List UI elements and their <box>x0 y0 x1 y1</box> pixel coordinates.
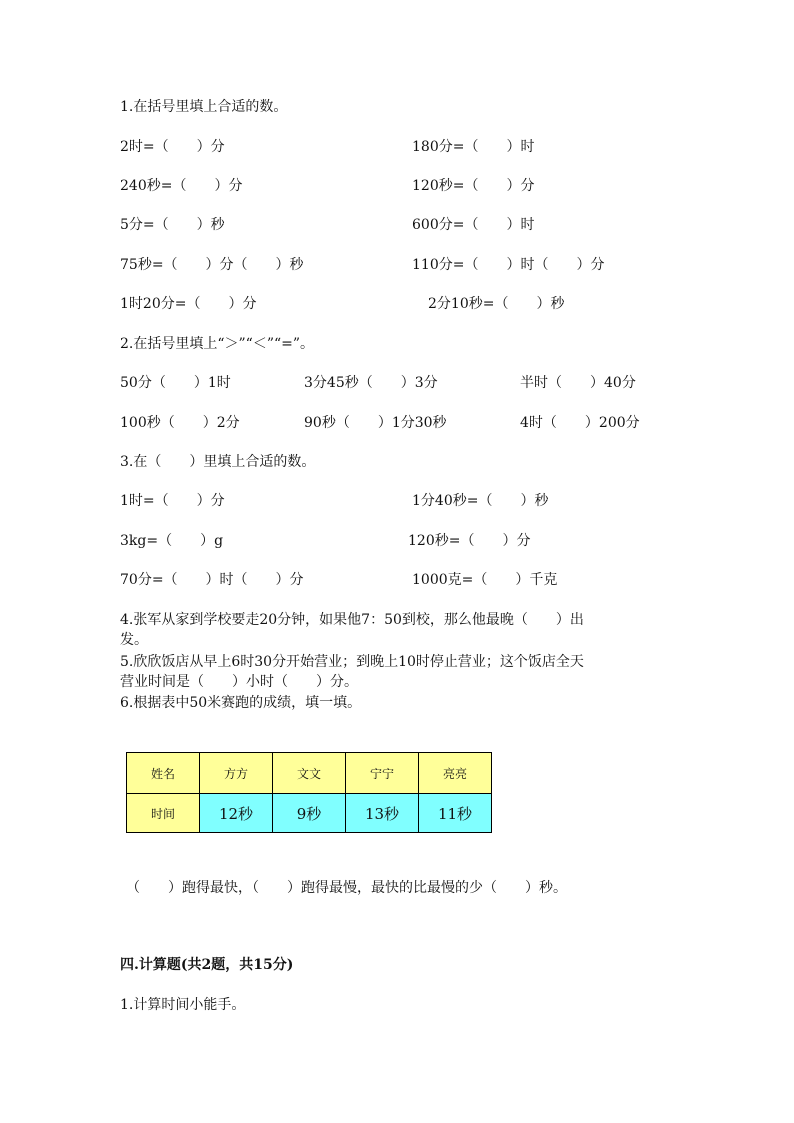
q2-item: 100秒（ ）2分 <box>120 415 240 431</box>
q1-title: 1.在括号里填上合适的数。 <box>120 99 288 115</box>
race-result-table <box>126 752 492 833</box>
q1-item: 2时=（ ）分 <box>120 139 225 155</box>
q6-answer: （ ）跑得最快，（ ）跑得最慢，最快的比最慢的少（ ）秒。 <box>126 880 567 896</box>
q1-item: 2分10秒=（ ）秒 <box>428 296 565 312</box>
table-row-label: 时间 <box>127 794 200 833</box>
q1-item: 240秒=（ ）分 <box>120 178 243 194</box>
q3-item: 120秒=（ ）分 <box>408 533 531 549</box>
table-row <box>127 794 492 833</box>
q5-line2: 营业时间是（ ）小时（ ）分。 <box>120 674 358 690</box>
q1-item: 75秒=（ ）分（ ）秒 <box>120 257 304 273</box>
q1-item: 110分=（ ）时（ ）分 <box>412 257 605 273</box>
q2-item: 4时（ ）200分 <box>520 415 640 431</box>
q1-item: 600分=（ ）时 <box>412 217 535 233</box>
q3-title: 3.在（ ）里填上合适的数。 <box>120 454 316 470</box>
q1-item: 5分=（ ）秒 <box>120 217 225 233</box>
table-cell: 11秒 <box>419 794 492 833</box>
q3-item: 1分40秒=（ ）秒 <box>412 493 549 509</box>
q2-item: 50分（ ）1时 <box>120 375 231 391</box>
table-header-cell: 亮亮 <box>419 753 492 794</box>
q2-title: 2.在括号里填上“＞”“＜”“=”。 <box>120 336 315 352</box>
table-cell: 12秒 <box>200 794 273 833</box>
q3-item: 1时=（ ）分 <box>120 493 225 509</box>
q1-item: 1时20分=（ ）分 <box>120 296 257 312</box>
q4-line1: 4.张军从家到学校要走20分钟，如果他7：50到校，那么他最晚（ ）出 <box>120 612 584 628</box>
q1-item: 180分=（ ）时 <box>412 139 535 155</box>
table-cell: 9秒 <box>273 794 346 833</box>
q3-item: 3kg=（ ）g <box>120 533 224 549</box>
q3-item: 70分=（ ）时（ ）分 <box>120 572 304 588</box>
table-header-cell: 文文 <box>273 753 346 794</box>
q1-item: 120秒=（ ）分 <box>412 178 535 194</box>
q2-item: 3分45秒（ ）3分 <box>304 375 438 391</box>
table-header-cell: 方方 <box>200 753 273 794</box>
q3-item: 1000克=（ ）千克 <box>412 572 558 588</box>
q2-item: 半时（ ）40分 <box>520 375 636 391</box>
table-cell: 13秒 <box>346 794 419 833</box>
table-header-cell: 宁宁 <box>346 753 419 794</box>
q5-line1: 5.欣欣饭店从早上6时30分开始营业；到晚上10时停止营业；这个饭店全天 <box>120 654 584 670</box>
table-header-cell: 姓名 <box>127 753 200 794</box>
table-row <box>127 753 492 794</box>
q6-title: 6.根据表中50米赛跑的成绩，填一填。 <box>120 695 362 711</box>
q4-line2: 发。 <box>120 632 148 648</box>
q2-item: 90秒（ ）1分30秒 <box>304 415 447 431</box>
s4-q1-title: 1.计算时间小能手。 <box>120 997 246 1013</box>
section-heading: 四.计算题(共2题，共15分) <box>120 957 294 973</box>
